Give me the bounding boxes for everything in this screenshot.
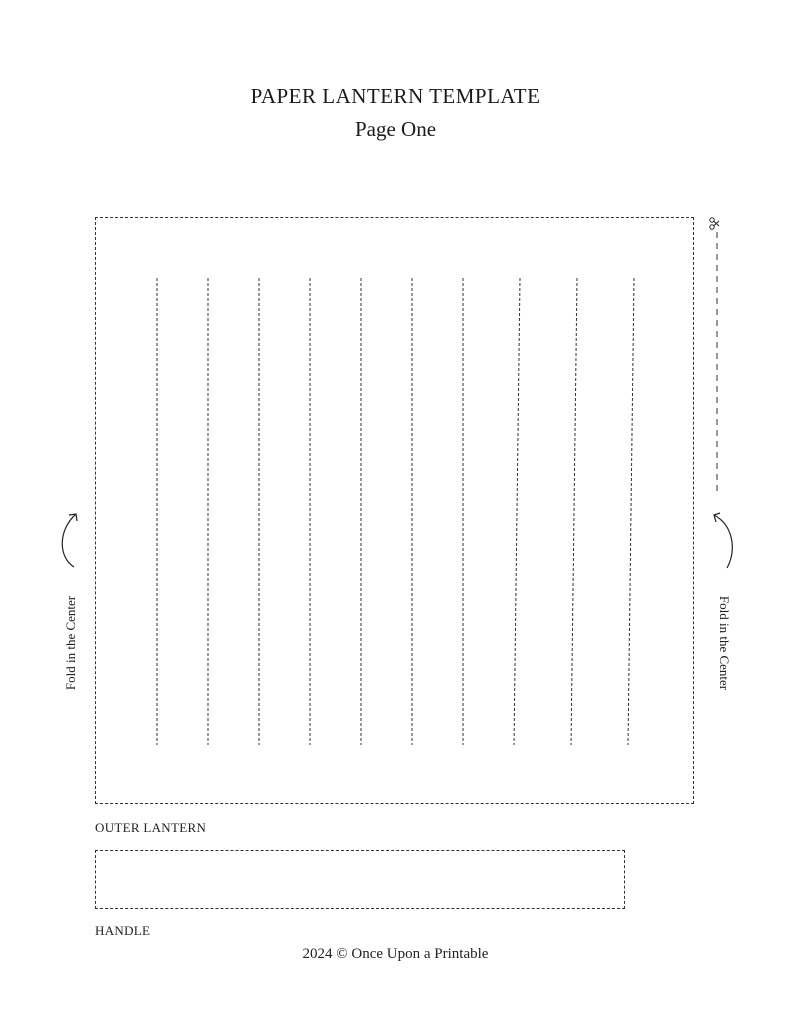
handle-label: HANDLE — [95, 923, 151, 938]
page-title: PAPER LANTERN TEMPLATE — [250, 84, 541, 108]
outer-lantern-label: OUTER LANTERN — [95, 820, 207, 835]
curved-arrow-icon — [714, 513, 732, 568]
footer-copyright: 2024 © Once Upon a Printable — [302, 946, 489, 962]
fold-instruction-left: Fold in the Center — [63, 595, 78, 691]
page-subtitle: Page One — [354, 117, 437, 141]
scissors-icon — [710, 218, 719, 229]
fold-instruction-right: Fold in the Center — [717, 595, 732, 691]
handle-cut-outline — [95, 850, 625, 909]
cut-line — [514, 278, 520, 745]
cut-line — [571, 278, 577, 745]
curved-arrow-icon — [62, 514, 77, 567]
cut-line — [628, 278, 634, 745]
